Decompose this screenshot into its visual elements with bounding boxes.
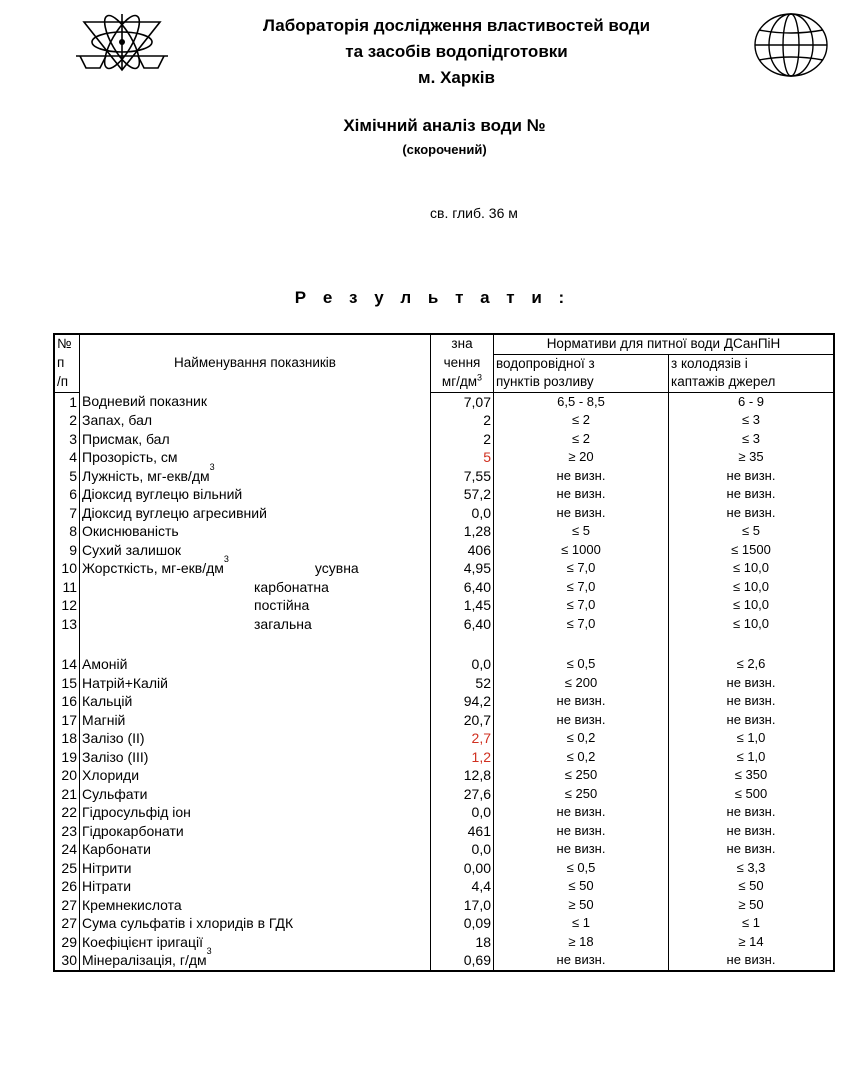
row-number: 17: [54, 711, 80, 730]
norm-well-value: ≤ 500: [734, 785, 768, 801]
row-number: 13: [54, 615, 80, 634]
norm-tap-value: ≤ 1000: [494, 541, 669, 560]
measured-value: 57,2: [431, 485, 494, 504]
measured-value: 7,55: [431, 467, 494, 486]
table-row: [54, 411, 834, 430]
norm-well-value: ≤ 2,6: [736, 656, 766, 671]
measured-value: 5: [431, 448, 494, 467]
indicator-cell: [80, 692, 431, 711]
norm-tap-value: не визн.: [494, 467, 669, 486]
table-row: [54, 748, 834, 767]
norm-tap-value: ≤ 200: [494, 674, 669, 693]
lab-name-line-2: та засобів водопідготовки: [345, 42, 568, 61]
row-number: 7: [54, 504, 80, 523]
row-number: 6: [54, 485, 80, 504]
indicator-cell: [80, 803, 431, 822]
row-number: 29: [54, 933, 80, 952]
table-row: [54, 729, 834, 748]
col-num-header: п: [54, 354, 80, 373]
norm-well-value: ≤ 10,0: [732, 578, 770, 594]
measured-value: 0,00: [431, 859, 494, 878]
norm-well-value: ≤ 1,0: [736, 748, 766, 764]
indicator-name: Залізо (II): [82, 730, 145, 746]
row-number: 18: [54, 729, 80, 748]
indicator-name: Сума сульфатів і хлоридів в ГДК: [82, 915, 294, 931]
norm-well-value: ≤ 5: [742, 523, 760, 538]
norm-tap-value: ≤ 0,5: [494, 859, 669, 878]
measured-value: 12,8: [431, 766, 494, 785]
indicator-name: Гідросульфід іон: [82, 804, 191, 820]
indicator-cell: [80, 392, 431, 411]
results-table: [53, 333, 835, 972]
table-row: [54, 785, 834, 804]
norm-tap-header: пунктів розливу: [494, 373, 669, 392]
indicator-name: Гідрокарбонати: [82, 822, 184, 839]
col-value-header: чення: [431, 354, 494, 373]
unit-text: мг/дм: [441, 374, 478, 389]
norm-tap-value: 6,5 - 8,5: [494, 392, 669, 411]
norm-tap-header: водопровідної з: [494, 354, 669, 373]
norm-well-value: ≤ 1500: [731, 541, 771, 557]
measured-value: 2: [431, 411, 494, 430]
indicator-name: Амоній: [82, 656, 128, 672]
norm-tap-value: ≤ 250: [494, 766, 669, 785]
norm-well-value: не визн.: [726, 504, 776, 520]
norm-tap-value: ≤ 0,5: [494, 655, 669, 674]
table-row: [54, 896, 834, 915]
table-row: [54, 711, 834, 730]
indicator-cell: [80, 596, 431, 615]
norm-well-value: 6 - 9: [737, 393, 764, 409]
indicator-cell: [80, 896, 431, 915]
indicator-cell: [80, 914, 431, 933]
measured-value: 20,7: [431, 711, 494, 730]
indicator-cell: [80, 711, 431, 730]
norm-well-value: не визн.: [726, 467, 776, 483]
measured-value: 406: [431, 541, 494, 560]
indicator-name: Натрій+Калій: [82, 674, 168, 691]
table-row: [54, 448, 834, 467]
hardness-subtype: усувна: [314, 560, 359, 576]
norm-well-value: ≤ 1,0: [736, 730, 766, 745]
table-row: [54, 840, 834, 859]
measured-value: 1,28: [431, 522, 494, 541]
norm-tap-value: ≤ 2: [494, 411, 669, 430]
table-row: [54, 485, 834, 504]
norm-well-value: ≤ 10,0: [732, 597, 770, 612]
norm-tap-value: ≤ 7,0: [494, 559, 669, 578]
table-row: [54, 674, 834, 693]
measured-value: 6,40: [431, 578, 494, 597]
document-title: Хімічний аналіз води №: [343, 116, 546, 135]
table-row: [54, 692, 834, 711]
norm-tap-value: ≤ 50: [494, 877, 669, 896]
norm-tap-value: не визн.: [494, 504, 669, 523]
indicator-cell: [80, 946, 431, 971]
measured-value: 1,2: [431, 748, 494, 767]
indicator-cell: [80, 615, 431, 634]
indicator-name: Жорсткість, мг-екв/дм: [82, 560, 224, 576]
measured-value: 461: [431, 822, 494, 841]
table-row: [54, 933, 834, 952]
norm-well-value: ≤ 3: [742, 412, 760, 427]
indicator-name: Нітрити: [82, 859, 132, 876]
norm-well-value: ≥ 14: [738, 933, 764, 949]
table-row: [54, 392, 834, 411]
measured-value: 52: [431, 674, 494, 693]
norm-tap-value: ≤ 7,0: [494, 615, 669, 634]
table-row: [54, 467, 834, 486]
table-row: [54, 951, 834, 971]
norm-tap-value: ≤ 7,0: [494, 578, 669, 597]
measured-value: 0,69: [431, 951, 494, 971]
row-number: 26: [54, 877, 80, 896]
measured-value: 94,2: [431, 692, 494, 711]
indicator-cell: [80, 822, 431, 841]
norm-well-header: з колодязів і: [671, 355, 748, 371]
indicator-cell: [80, 766, 431, 785]
table-row: [54, 859, 834, 878]
table-row: [54, 655, 834, 674]
spacer-row: [54, 633, 834, 655]
indicator-name: Залізо (III): [82, 748, 149, 765]
row-number: 14: [54, 655, 80, 674]
indicator-cell: [80, 578, 431, 597]
indicator-cell: [80, 411, 431, 430]
norm-tap-value: ≥ 18: [494, 933, 669, 952]
measured-value: 0,0: [431, 803, 494, 822]
norm-tap-value: ≥ 20: [494, 448, 669, 467]
indicator-name: Мінералізація, г/дм: [82, 952, 207, 968]
norm-tap-value: ≥ 50: [494, 896, 669, 915]
norm-tap-value: ≤ 5: [494, 522, 669, 541]
norm-tap-value: ≤ 250: [494, 785, 669, 804]
indicator-cell: [80, 461, 431, 486]
indicator-cell: [80, 554, 431, 578]
indicator-name: Присмак, бал: [82, 430, 170, 447]
norm-well-value: ≤ 10,0: [732, 615, 770, 631]
row-number: 1: [54, 392, 80, 411]
norm-well-value: ≤ 1: [742, 915, 760, 930]
row-number: 25: [54, 859, 80, 878]
col-value-unit: [431, 373, 494, 392]
measured-value: 4,4: [431, 877, 494, 896]
norm-tap-value: не визн.: [494, 840, 669, 859]
norm-well-value: ≤ 350: [734, 767, 768, 782]
indicator-name: Нітрати: [82, 878, 132, 894]
row-number: 5: [54, 467, 80, 486]
norm-tap-value: не визн.: [494, 692, 669, 711]
measured-value: 6,40: [431, 615, 494, 634]
indicator-name: Діоксид вуглецю вільний: [82, 486, 243, 502]
indicator-cell: [80, 748, 431, 767]
indicator-cell: [80, 541, 431, 560]
indicator-cell: [80, 522, 431, 541]
measured-value: 18: [431, 933, 494, 952]
norm-tap-value: ≤ 0,2: [494, 729, 669, 748]
row-number: 9: [54, 541, 80, 560]
norm-well-value: не визн.: [726, 841, 776, 856]
document-subtitle: (скорочений): [402, 142, 487, 157]
indicator-cell: [80, 504, 431, 523]
norm-well-value: не визн.: [726, 822, 776, 838]
norm-tap-value: ≤ 0,2: [494, 748, 669, 767]
table-row: [54, 803, 834, 822]
norm-well-value: не визн.: [726, 486, 776, 501]
results-heading: Р е з у л ь т а т и :: [294, 288, 571, 307]
norm-well-value: ≤ 50: [738, 878, 764, 893]
indicator-name: Лужність, мг-екв/дм: [82, 467, 210, 484]
indicator-name: Прозорість, см: [82, 449, 178, 465]
norm-tap-value: ≤ 1: [494, 914, 669, 933]
indicator-name: Сульфати: [82, 785, 148, 802]
norm-well-value: не визн.: [726, 952, 776, 967]
lab-name-line-1: Лабораторія дослідження властивостей води: [262, 16, 651, 35]
unit-superscript: 3: [223, 554, 229, 564]
col-num-header: /п: [54, 373, 80, 392]
table-row: [54, 504, 834, 523]
row-number: 15: [54, 674, 80, 693]
measured-value: 1,45: [431, 596, 494, 615]
indicator-cell: [80, 674, 431, 693]
indicator-name: Хлориди: [82, 767, 140, 783]
table-row: [54, 822, 834, 841]
row-number: 12: [54, 596, 80, 615]
row-number: 2: [54, 411, 80, 430]
table-row: [54, 559, 834, 578]
row-number: 30: [54, 951, 80, 971]
hardness-subtype: загальна: [254, 615, 312, 632]
row-number: 11: [54, 578, 80, 597]
row-number: 23: [54, 822, 80, 841]
col-name-header: Найменування показників: [80, 334, 431, 392]
indicator-name: Сухий залишок: [82, 541, 181, 558]
norm-well-value: не визн.: [726, 693, 776, 708]
indicator-name: Запах, бал: [82, 412, 153, 428]
indicator-name: Коефіцієнт іригації: [82, 933, 203, 950]
row-number: 24: [54, 840, 80, 859]
unit-superscript: 3: [477, 372, 483, 383]
norm-well-value: ≥ 35: [738, 449, 764, 464]
col-value-header: зна: [431, 334, 494, 354]
norm-tap-value: ≤ 7,0: [494, 596, 669, 615]
row-number: 20: [54, 766, 80, 785]
row-number: 8: [54, 522, 80, 541]
row-number: 3: [54, 430, 80, 449]
row-number: 27: [54, 914, 80, 933]
table-row: [54, 596, 834, 615]
measured-value: 2: [431, 430, 494, 449]
hardness-subtype: карбонатна: [254, 578, 329, 595]
table-row: [54, 615, 834, 634]
row-number: 16: [54, 692, 80, 711]
measured-value: 0,09: [431, 914, 494, 933]
measured-value: 0,0: [431, 655, 494, 674]
row-number: 22: [54, 803, 80, 822]
indicator-name: Кальцій: [82, 693, 133, 709]
norm-well-value: не визн.: [726, 804, 776, 819]
norm-tap-value: не визн.: [494, 803, 669, 822]
table-row: [54, 430, 834, 449]
norm-well-value: не визн.: [726, 711, 776, 727]
unit-superscript: 3: [206, 946, 212, 956]
well-info: св. глиб. 36 м: [430, 205, 518, 221]
row-number: 4: [54, 448, 80, 467]
indicator-name: Окиснюваність: [82, 523, 179, 539]
norm-well-value: ≥ 50: [738, 896, 764, 912]
table-row: [54, 877, 834, 896]
measured-value: 0,0: [431, 840, 494, 859]
indicator-cell: [80, 859, 431, 878]
measured-value: 7,07: [431, 392, 494, 411]
lab-city: м. Харків: [418, 68, 495, 87]
indicator-name: Магній: [82, 711, 126, 728]
indicator-cell: [80, 933, 431, 952]
table-row: [54, 541, 834, 560]
norms-header: Нормативи для питної води ДСанПіН: [494, 334, 835, 354]
norm-well-value: ≤ 3,3: [736, 859, 766, 875]
indicator-cell: [80, 655, 431, 674]
norm-tap-value: ≤ 2: [494, 430, 669, 449]
row-number: 19: [54, 748, 80, 767]
indicator-cell: [80, 485, 431, 504]
table-row: [54, 522, 834, 541]
indicator-cell: [80, 785, 431, 804]
indicator-name: Водневий показник: [82, 393, 207, 410]
norm-tap-value: не визн.: [494, 951, 669, 971]
indicator-cell: [80, 877, 431, 896]
measured-value: 2,7: [431, 729, 494, 748]
measured-value: 17,0: [431, 896, 494, 915]
row-number: 27: [54, 896, 80, 915]
measured-value: 4,95: [431, 559, 494, 578]
norm-tap-value: не визн.: [494, 485, 669, 504]
hardness-subtype: постійна: [254, 597, 310, 613]
table-row: [54, 914, 834, 933]
norm-well-header: каптажів джерел: [669, 373, 835, 392]
norm-well-value: ≤ 3: [742, 430, 760, 446]
indicator-cell: [80, 840, 431, 859]
row-number: 21: [54, 785, 80, 804]
unit-superscript: 3: [209, 461, 215, 472]
indicator-name: Карбонати: [82, 841, 151, 857]
indicator-name: Кремнекислота: [82, 896, 182, 913]
col-num-header: №: [54, 334, 80, 354]
indicator-name: Діоксид вуглецю агресивний: [82, 504, 267, 521]
table-row: [54, 578, 834, 597]
norm-well-value: не визн.: [726, 674, 776, 690]
norm-tap-value: не визн.: [494, 711, 669, 730]
indicator-cell: [80, 430, 431, 449]
measured-value: 0,0: [431, 504, 494, 523]
norm-well-value: ≤ 10,0: [732, 560, 770, 575]
indicator-cell: [80, 729, 431, 748]
indicator-cell: [80, 448, 431, 467]
measured-value: 27,6: [431, 785, 494, 804]
norm-tap-value: не визн.: [494, 822, 669, 841]
row-number: 10: [54, 559, 80, 578]
table-row: [54, 766, 834, 785]
